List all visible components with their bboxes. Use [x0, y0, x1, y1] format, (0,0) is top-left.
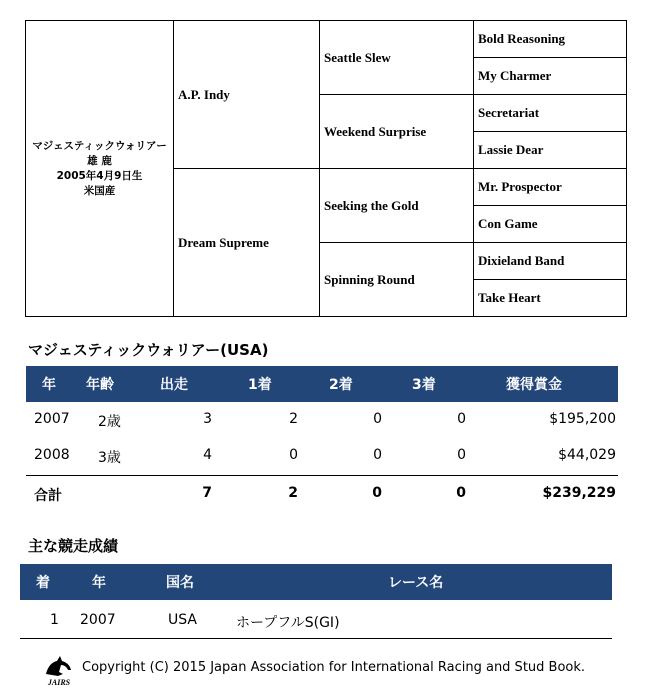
- gen3-name: Take Heart: [478, 290, 541, 305]
- record-total-earnings: $239,229: [542, 485, 616, 501]
- record-cell-second: 0: [373, 447, 382, 463]
- record-cell-second: 0: [373, 411, 382, 427]
- race-row: [20, 603, 612, 639]
- record-total-starts: 7: [202, 485, 212, 501]
- dam-dam-name: Spinning Round: [324, 271, 415, 287]
- sire-dam-name: Weekend Surprise: [324, 123, 427, 139]
- record-header-age: 年齢: [86, 377, 114, 393]
- record-total-third: 0: [456, 485, 466, 501]
- pedigree-col-gen3: [474, 21, 626, 316]
- races-header-country: 国名: [166, 575, 194, 591]
- record-header-earnings: 獲得賞金: [506, 377, 562, 393]
- jairs-logo-text: JAIRS: [47, 678, 71, 687]
- record-total-first: 2: [288, 485, 298, 501]
- sire-dam-cell: [320, 95, 473, 169]
- gen3-cell: [474, 95, 626, 132]
- gen3-name: Con Game: [478, 216, 538, 231]
- record-cell-first: 2: [289, 411, 298, 427]
- gen3-cell: [474, 206, 626, 243]
- record-row: [26, 438, 618, 474]
- subject-country: 米国産: [83, 184, 116, 197]
- race-cell-country: USA: [168, 612, 197, 628]
- gen3-name: Secretariat: [478, 105, 540, 120]
- record-cell-third: 0: [457, 447, 466, 463]
- gen3-cell: [474, 132, 626, 169]
- record-row: [26, 402, 618, 438]
- record-cell-starts: 3: [203, 411, 212, 427]
- record-cell-age: 2歳: [98, 414, 121, 430]
- races-header-row: [20, 564, 612, 600]
- record-header-row: [26, 366, 618, 402]
- gen3-cell: [474, 21, 626, 58]
- record-cell-age: 3歳: [98, 450, 121, 466]
- pedigree-col-parents: [174, 21, 320, 316]
- races-header-race-name: レース名: [388, 575, 444, 591]
- sire-name: A.P. Indy: [178, 86, 230, 102]
- record-cell-first: 0: [289, 447, 298, 463]
- record-header-second: 2着: [329, 377, 353, 393]
- subject-name: マジェスティックウォリアー: [32, 139, 167, 152]
- dam-name: Dream Supreme: [178, 234, 269, 250]
- record-cell-third: 0: [457, 411, 466, 427]
- dam-sire-name: Seeking the Gold: [324, 197, 419, 213]
- gen3-name: Dixieland Band: [478, 253, 565, 268]
- record-total-row: [26, 476, 618, 512]
- races-header-place: 着: [36, 575, 50, 591]
- races-header-year: 年: [92, 575, 106, 591]
- gen3-cell: [474, 169, 626, 206]
- races-title: 主な競走成績: [28, 537, 119, 555]
- gen3-cell: [474, 280, 626, 316]
- jairs-logo-icon: [40, 652, 78, 688]
- record-cell-year: 2007: [34, 411, 70, 427]
- subject-sex-color: 雄 鹿: [87, 154, 112, 167]
- subject-horse-cell: [26, 21, 174, 316]
- dam-sire-cell: [320, 169, 473, 243]
- sire-cell: [174, 21, 319, 169]
- record-cell-earnings: $195,200: [549, 411, 616, 427]
- race-cell-place: 1: [50, 612, 59, 628]
- dam-dam-cell: [320, 243, 473, 316]
- race-cell-race-name: ホープフルS(GⅠ): [236, 615, 340, 631]
- record-header-third: 3着: [412, 377, 436, 393]
- race-cell-year: 2007: [80, 612, 116, 628]
- sire-sire-name: Seattle Slew: [324, 49, 391, 65]
- record-total-second: 0: [372, 485, 382, 501]
- record-cell-earnings: $44,029: [558, 447, 616, 463]
- gen3-cell: [474, 58, 626, 95]
- subject-birth-date: 2005年4月9日生: [56, 169, 143, 182]
- sire-sire-cell: [320, 21, 473, 95]
- record-header-first: 1着: [248, 377, 272, 393]
- gen3-name: Mr. Prospector: [478, 179, 562, 194]
- pedigree-col-grandparents: [320, 21, 474, 316]
- record-title: マジェスティックウォリアー(USA): [28, 341, 269, 359]
- record-total-label: 合計: [34, 488, 62, 504]
- record-header-starts: 出走: [160, 377, 188, 393]
- races-bottom-divider: [20, 638, 612, 639]
- dam-cell: [174, 169, 319, 316]
- record-header-year: 年: [42, 377, 56, 393]
- record-cell-starts: 4: [203, 447, 212, 463]
- gen3-name: Bold Reasoning: [478, 31, 566, 46]
- pedigree-table: [25, 20, 627, 317]
- gen3-name: Lassie Dear: [478, 142, 544, 157]
- copyright-text: Copyright (C) 2015 Japan Association for International Racing and Stud Book.: [82, 660, 586, 675]
- gen3-name: My Charmer: [478, 68, 552, 83]
- footer: [40, 652, 620, 692]
- record-cell-year: 2008: [34, 447, 70, 463]
- gen3-cell: [474, 243, 626, 280]
